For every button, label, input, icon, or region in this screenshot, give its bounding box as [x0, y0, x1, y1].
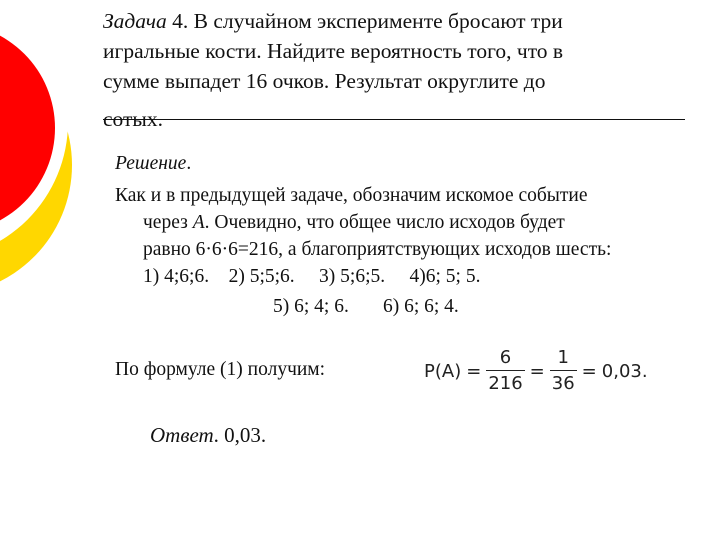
problem-line-2: игральные кости. Найдите вероятность того, что в [103, 39, 564, 63]
formula-equals-3: = [581, 360, 597, 382]
fraction-2-numerator: 1 [557, 347, 569, 368]
solution-line-2 [115, 209, 611, 236]
formula-equals-2: = [529, 360, 545, 382]
probability-formula [424, 345, 648, 397]
formula-result: 0,03. [601, 360, 648, 382]
problem-line-4: сотых. [103, 107, 163, 131]
title-underline [103, 119, 685, 120]
problem-line-3: сумме выпадет 16 очков. Результат округлите до [103, 69, 546, 93]
outcomes-line-2: 5) 6; 4; 6. 6) 6; 6; 4. [273, 296, 459, 317]
problem-label: Задача [103, 9, 167, 33]
problem-statement [103, 6, 663, 134]
problem-text-1: В случайном эксперименте бросают три [193, 9, 563, 33]
fraction-2-denominator: 36 [550, 370, 577, 394]
problem-line-1 [103, 6, 663, 36]
fraction-1-36 [550, 348, 577, 394]
solution-line-3: равно 6·6·6=216, а благоприятствующих исходов шесть: [143, 239, 612, 260]
solution-line-1: Как и в предыдущей задаче, обозначим искомое событие [115, 185, 588, 206]
formula-intro: По формуле (1) получим: [115, 359, 326, 380]
outcomes-line-1: 1) 4;6;6. 2) 5;5;6. 3) 5;6;5. 4)6; 5; 5. [143, 266, 481, 287]
solution-heading [115, 150, 191, 177]
event-variable: А [192, 212, 205, 233]
fraction-6-216 [486, 348, 524, 394]
answer-label: Ответ [150, 423, 214, 447]
answer [150, 423, 266, 448]
problem-number: 4. [172, 9, 189, 33]
answer-value: . 0,03. [213, 423, 267, 447]
fraction-1-numerator: 6 [499, 347, 512, 368]
solution-line-2-post: . Очевидно, что общее число исходов будет [204, 212, 565, 233]
solution-line-2-pre: через [143, 212, 193, 233]
solution-paragraph [115, 182, 611, 290]
formula-equals-1: = [466, 360, 482, 382]
solution-heading-label: Решение [115, 153, 187, 174]
solution-heading-dot: . [186, 153, 192, 174]
formula-lhs: P(A) [424, 360, 462, 382]
decorative-circles [0, 0, 90, 300]
fraction-1-denominator: 216 [486, 370, 524, 394]
